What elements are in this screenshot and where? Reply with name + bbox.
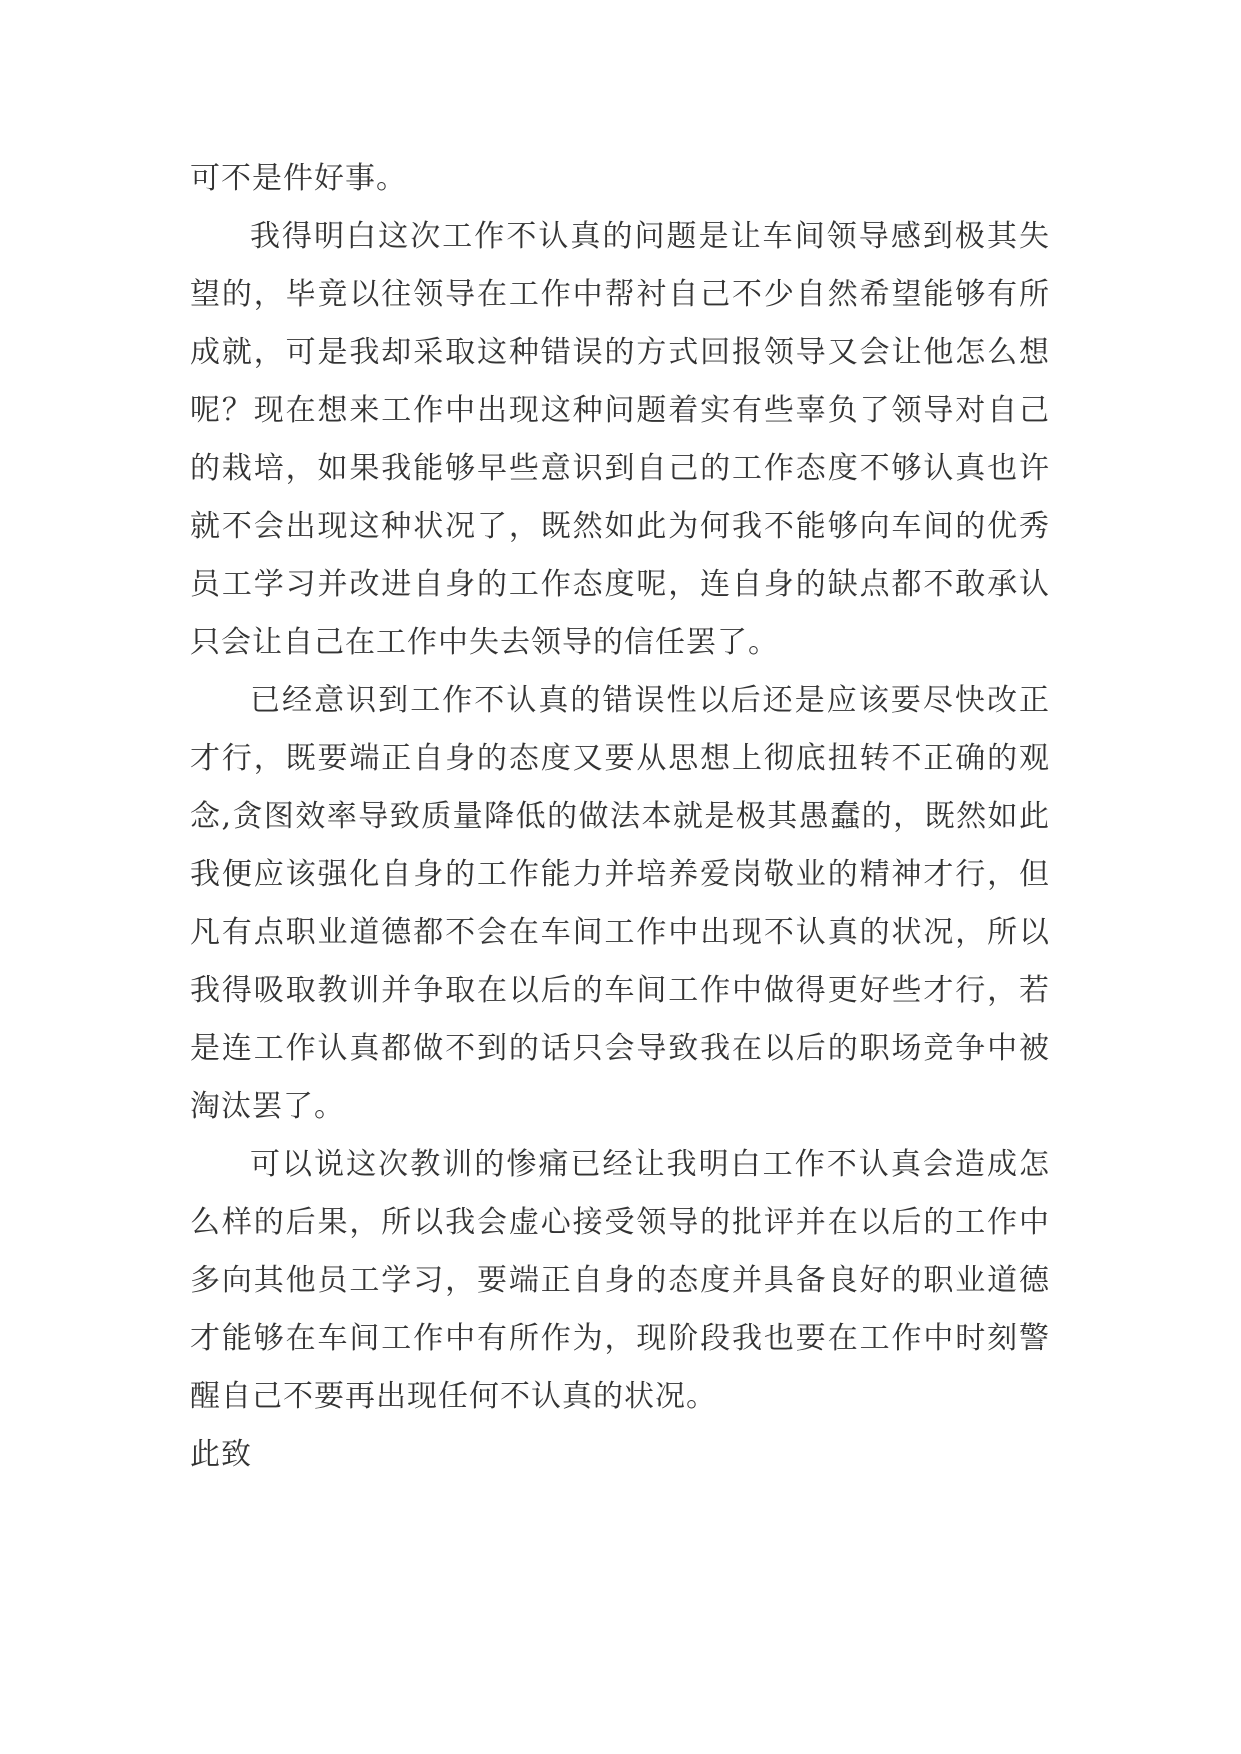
paragraph-continuation: 可不是件好事。	[190, 161, 407, 196]
closing-salutation: 此致	[190, 1437, 252, 1472]
document-body	[190, 150, 1050, 1484]
paragraph-correction: 已经意识到工作不认真的错误性以后还是应该要尽快改正才行，既要端正自身的态度又要从思想上彻底扭转不正确的观念,贪图效率导致质量降低的做法本就是极其愚蠢的，既然如此我便应该强化自身的工作能力并培养爱岗敬业的精神才行，但凡有点职业道德都不会在车间工作中出现不认真的状况，所以我得吸取教训并争取在以后的车间工作中做得更好些才行，若是连工作认真都做不到的话只会导致我在以后的职场竞争中被淘汰罢了。	[190, 683, 1050, 1124]
paragraph-disappointment: 我得明白这次工作不认真的问题是让车间领导感到极其失望的，毕竟以往领导在工作中帮衬自己不少自然希望能够有所成就，可是我却采取这种错误的方式回报领导又会让他怎么想呢？现在想来工作中出现这种问题着实有些辜负了领导对自己的栽培，如果我能够早些意识到自己的工作态度不够认真也许就不会出现这种状况了，既然如此为何我不能够向车间的优秀员工学习并改进自身的工作态度呢，连自身的缺点都不敢承认只会让自己在工作中失去领导的信任罢了。	[190, 219, 1050, 660]
paragraph-lesson: 可以说这次教训的惨痛已经让我明白工作不认真会造成怎么样的后果，所以我会虚心接受领导的批评并在以后的工作中多向其他员工学习，要端正自身的态度并具备良好的职业道德才能够在车间工作中有所作为，现阶段我也要在工作中时刻警醒自己不要再出现任何不认真的状况。	[190, 1147, 1050, 1414]
